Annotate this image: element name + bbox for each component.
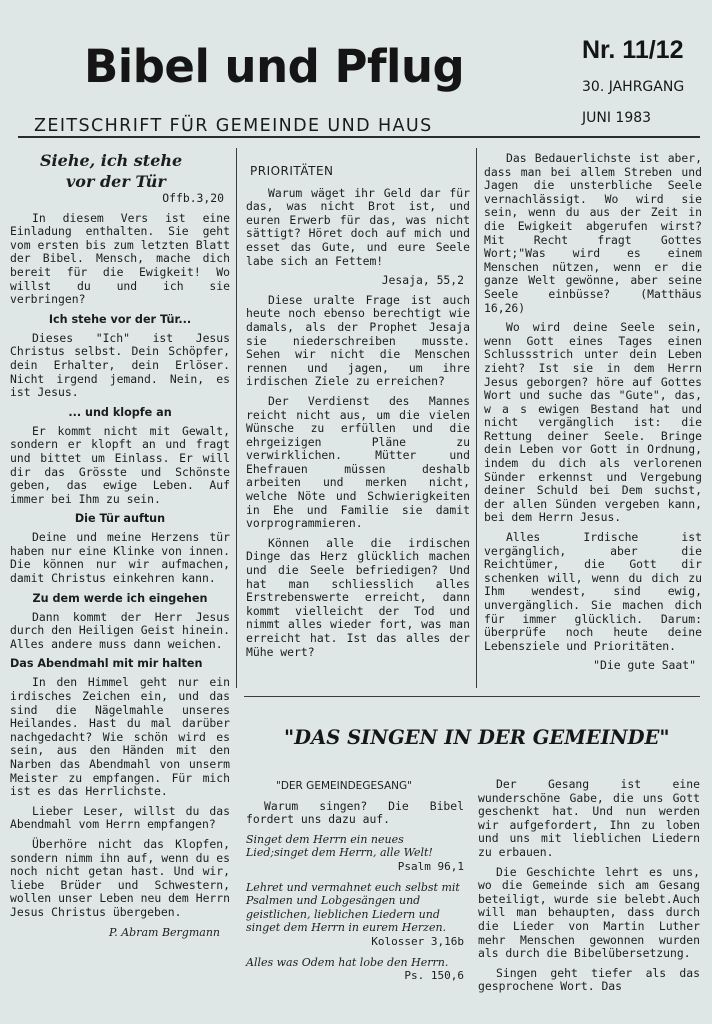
- paragraph: Die Geschichte lehrt es uns, wo die Gemeinde sich am Gesang beteiligt, wurde sie belebt.Auch will man behaupten, dass durch die Lieder von Martin Luther mehr Menschen gewonnen wurden als durch die Bibelübersetzung.: [478, 864, 700, 961]
- paragraph: Warum wäget ihr Geld dar für das, was nicht Brot ist, und euren Erwerb für das, was nicht sättigt? Höret doch auf mich und esset das Gute, und eure Seele labe sich an Fettem!: [246, 185, 470, 268]
- source-credit: "Die gute Saat": [593, 658, 696, 673]
- masthead-subtitle: ZEITSCHRIFT FÜR GEMEINDE UND HAUS: [34, 116, 433, 136]
- scripture-quote: [246, 833, 464, 873]
- issue-number: Nr. 11/12: [582, 36, 684, 64]
- author-signature: P. Abram Bergmann: [109, 925, 220, 939]
- paragraph: Überhöre nicht das Klopfen, sondern nimm ihn auf, wenn du es noch nicht getan hast. Und wir, liebe Brüder und Schwestern, wollen unser Leben neu dem Herrn Jesus Christus übergeben.: [10, 836, 230, 919]
- paragraph: In diesem Vers ist eine Einladung enthalten. Sie geht vom ersten bis zum letzten Blatt der Bibel. Mensch, mache dich bereit für die Ewigkeit! Wo willst du und ich sie verbringen?: [10, 210, 230, 307]
- article-title-line-1: Siehe, ich stehe: [40, 151, 183, 170]
- article-title-line-2: vor der Tür: [66, 172, 166, 191]
- scripture-reference: Kolosser 3,16b: [371, 934, 464, 948]
- section-heading: "DER GEMEINDEGESANG": [276, 780, 412, 792]
- scripture-reference: Jesaja, 55,2: [381, 273, 464, 288]
- paragraph: Deine und meine Herzens tür haben nur eine Klinke von innen. Die können nur wir aufmachen, damit Christus einkehren kann.: [10, 530, 230, 586]
- issue-date: JUNI 1983: [582, 110, 652, 126]
- article-prioritaeten: [246, 165, 470, 665]
- paragraph: In den Himmel geht nur ein irdisches Zeichen ein, und das sind die Nägelmahle unseres Heilandes. Hast du mal darüber nachgedacht? Wie schön wird es sein, aus den Händen mit den Narben das Abendmahl von unserm Meister zu empfangen. Für mich ist es das Herrlichste.: [10, 675, 230, 799]
- article-gemeindegesang: [246, 780, 464, 991]
- subheading: Ich stehe vor der Tür...: [48, 312, 192, 326]
- subheading: Die Tür auftun: [74, 512, 166, 526]
- paragraph: Lieber Leser, willst du das Abendmahl vom Herrn empfangen?: [10, 803, 230, 832]
- paragraph: Das Bedauerlichste ist aber, dass man bei allem Streben und Jagen die unsterbliche Seele vernachlässigt. Wo wird sie sein, wenn du aus der Zeit in die Ewigkeit abgerufen wirst? Mit Recht fragt Gottes Wort;"Was wird es einem Menschen nützen, wenn er die ganze Welt gewönne, aber seine Seele einbüsse? (Matthäus 16,26): [484, 151, 702, 315]
- masthead-title: Bibel und Pflug: [84, 40, 465, 93]
- paragraph: Warum singen? Die Bibel fordert uns dazu auf.: [246, 798, 464, 827]
- scripture-reference: Offb.3,20: [162, 191, 224, 205]
- scripture-quote: [246, 881, 464, 948]
- column-divider: [476, 148, 477, 688]
- paragraph: Er kommt nicht mit Gewalt, sondern er klopft an und fragt und bittet um Einlass. Er will dir das Grösste und Schönste geben, das ewige Leben. Auf immer bei Ihm zu sein.: [10, 423, 230, 506]
- paragraph: Diese uralte Frage ist auch heute noch ebenso berechtigt wie damals, als der Prophet Jesaja sie niederschreiben musste. Sehen wir nicht die Menschen rennen und jagen, um ihre irdischen Ziele zu erreichen?: [246, 292, 470, 389]
- column-divider: [236, 148, 237, 688]
- quote-text: Lehret und vermahnet euch selbst mit Psalmen und Lobgesängen und geistlichen, lieblichen Liedern und singet dem Herrn in eurem Herzen.: [246, 881, 460, 935]
- subheading: Zu dem werde ich eingehen: [32, 591, 208, 605]
- masthead-rule: [18, 136, 700, 138]
- paragraph: Alles Irdische ist vergänglich, aber die Reichtümer, die Gott dir schenken will, wenn du dich zu Ihm wendest, sind ewig, unvergänglich. Sie machen dich für immer glücklich. Darum: überprüfe noch heute deine Lebensziele und Prioritäten.: [484, 530, 702, 653]
- paragraph: Dann kommt der Herr Jesus durch den Heiligen Geist hinein. Alles andere muss dann weichen.: [10, 609, 230, 651]
- article-siehe-ich-stehe: [10, 150, 230, 939]
- paragraph: Singen geht tiefer als das gesprochene Wort. Das: [478, 965, 700, 994]
- paragraph: Dieses "Ich" ist Jesus Christus selbst. Dein Schöpfer, dein Erhalter, dein Erlöser. Nicht irgend jemand. Nein, es ist Jesus.: [10, 330, 230, 400]
- scripture-reference: Psalm 96,1: [397, 859, 464, 873]
- section-divider: [244, 696, 700, 697]
- subheading: ... und klopfe an: [68, 405, 172, 419]
- article-prioritaeten-continued: [484, 152, 702, 679]
- quote-text: Singet dem Herrn ein neues Lied;singet dem Herrn, alle Welt!: [246, 832, 433, 860]
- paragraph: Können alle die irdischen Dinge das Herz glücklich machen und die Seele befriedigen? Und hat man schliesslich alles Erstrebenswerte erreicht, dann kommt vielleicht der Tod und nimmt alles wieder fort, was man erreicht hat. Ist das alles der Mühe wert?: [246, 535, 470, 659]
- article-heading: PRIORITÄTEN: [250, 164, 334, 178]
- subheading: Das Abendmahl mit mir halten: [10, 657, 203, 671]
- paragraph: Der Verdienst des Mannes reicht nicht aus, um die vielen Wünsche zu erfüllen und die ehrgeizigen Pläne zu verwirklichen. Mütter und Ehefrauen müssen deshalb arbeiten und merken nicht, welche Nöte und Schwierigkeiten in Ehe und Familie sie damit vorprogrammieren.: [246, 393, 470, 531]
- article-gemeindegesang-continued: [478, 778, 700, 1000]
- volume-year: 30. JAHRGANG: [582, 79, 685, 95]
- scripture-reference: Ps. 150,6: [404, 969, 464, 983]
- quote-text: Alles was Odem hat lobe den Herrn.: [246, 956, 449, 970]
- paragraph: Wo wird deine Seele sein, wenn Gott eines Tages einen Schlussstrich unter dein Leben zieht? Ist sie in dem Herrn Jesus geborgen? höre auf Gottes Wort und suche das "Gute", das, w a s ewigen Bestand hat und nicht vergänglich ist: die Rettung deiner Seele. Bringe dein Leben vor Gott in Ordnung, indem du dich als verlorenen Sünder erkennst und Vergebung deiner Schuld bei Dem suchst, der allen Sünden vergeben kann, bei dem Herrn Jesus.: [484, 320, 702, 525]
- article-headline-singen: "DAS SINGEN IN DER GEMEINDE": [284, 726, 670, 749]
- scripture-quote: [246, 956, 464, 983]
- paragraph: Der Gesang ist eine wunderschöne Gabe, die uns Gott geschenkt hat. Und nun werden wir aufgefordert, Ihn zu loben und uns mit lieblichen Liedern zu erbauen.: [478, 777, 700, 859]
